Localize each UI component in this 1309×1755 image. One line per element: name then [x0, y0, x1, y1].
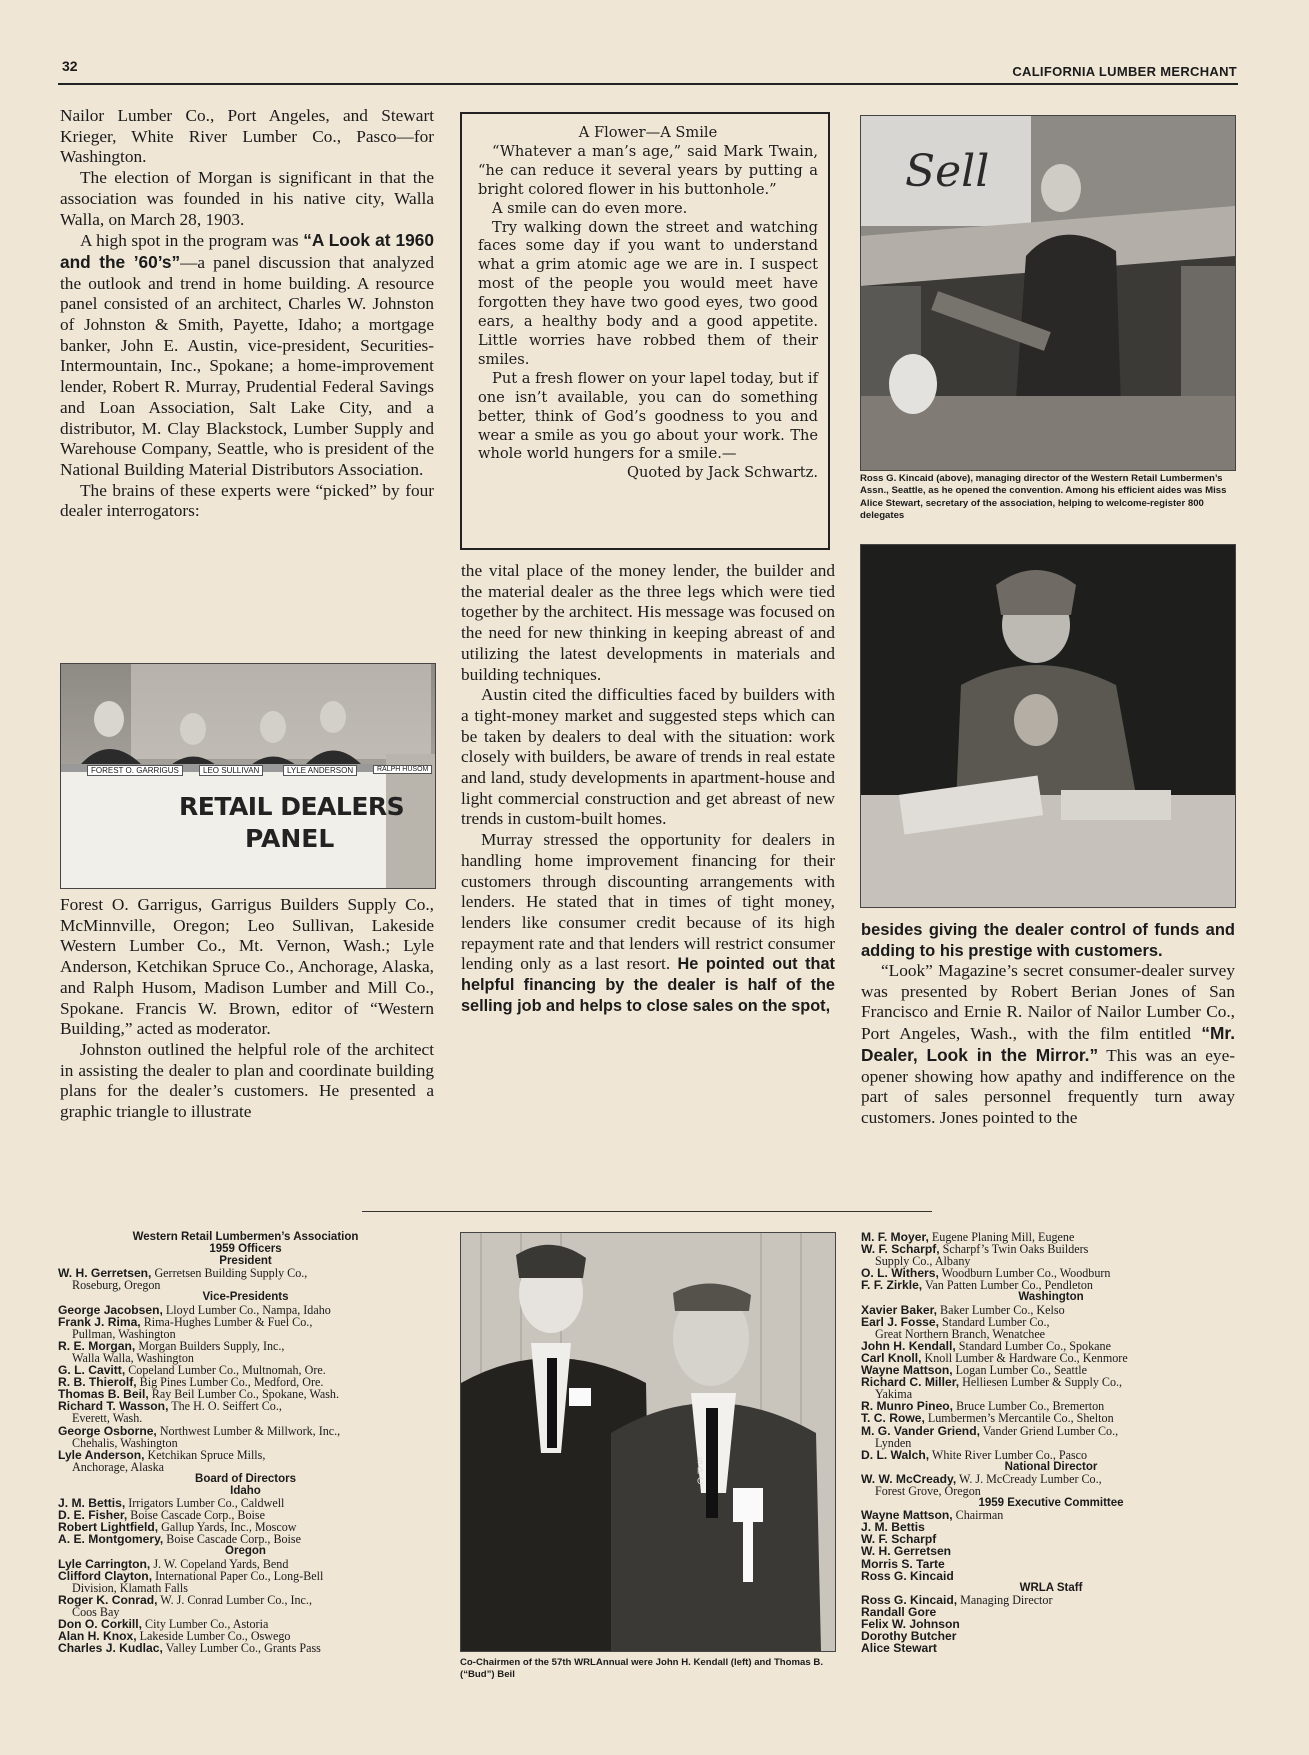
list-item-continuation: Pullman, Washington	[72, 1326, 176, 1341]
list-item-continuation: Division, Klamath Falls	[72, 1580, 188, 1595]
list-heading: 1959 Officers	[209, 1243, 282, 1256]
member-name: F. F. Zirkle,	[861, 1278, 923, 1293]
column-1-lower	[60, 895, 434, 1123]
co-chairmen-photo	[460, 1232, 836, 1652]
member-company: Valley Lumber Co., Grants Pass	[165, 1641, 321, 1656]
text: A high spot in the program was	[80, 231, 299, 251]
member-name: Randall Gore	[861, 1604, 937, 1619]
list-item	[861, 1376, 1241, 1388]
member-company: Gerretsen Building Supply Co.,	[154, 1266, 308, 1281]
list-heading: Idaho	[230, 1484, 261, 1497]
member-company: W. J. Conrad Lumber Co., Inc.,	[160, 1592, 312, 1607]
paragraph: The election of Morgan is significant in that the association was founded in his native city, Walla Walla, on March 28, 1903.	[60, 168, 434, 229]
name-card: LYLE ANDERSON	[283, 765, 357, 776]
paragraph: Try walking down the street and watching faces some day if you want to understand what a grim atomic age we are in. I suspect most of the people you would meet have forgotten they have two good eyes, two good ears, a healthy body and a good appetite. Little worries have robbed them of their smiles.	[478, 218, 818, 368]
member-company: International Paper Co., Long-Bell	[155, 1568, 324, 1583]
member-name: Don O. Corkill,	[58, 1617, 142, 1631]
member-name: Dorothy Butcher	[861, 1629, 957, 1644]
member-name: Carl Knoll,	[861, 1350, 922, 1365]
paragraph: A smile can do even more.	[492, 199, 688, 217]
list-item-continuation: Anchorage, Alaska	[72, 1459, 165, 1474]
list-item-continuation: Roseburg, Oregon	[72, 1278, 161, 1293]
co-chairmen-caption: Co-Chairmen of the 57th WRLAnnual were John H. Kendall (left) and Thomas B. (“Bud”) Beil	[460, 1657, 823, 1681]
officers-list-right	[861, 1231, 1241, 1654]
name-card: RALPH HUSOM	[373, 765, 432, 774]
flower-sidebar-box	[460, 112, 830, 550]
member-company: White River Lumber Co., Pasco	[931, 1447, 1088, 1462]
list-item-continuation: Coos Bay	[72, 1604, 120, 1619]
paragraph: “Whatever a man’s age,” said Mark Twain, “he can reduce it several years by putting a bright colored flower in his buttonhole.”	[478, 142, 818, 198]
badge-text: SPC	[697, 1456, 704, 1486]
list-heading: Oregon	[225, 1545, 266, 1558]
panel-photo-image	[61, 664, 435, 888]
list-heading: Washington	[1018, 1291, 1084, 1304]
paragraph: Forest O. Garrigus, Garrigus Builders Supply Co., McMinnville, Oregon; Leo Sullivan, Lakeside Western Lumber Co., Mt. Vernon, Wash.; Lyle Anderson, Ketchikan Spruce Co., Anchorage, Alaska, and Ralph Husom, Madison Lumber and Mill Co., Spokane. Francis W. Brown, editor of “Western Building,” acted as moderator.	[60, 895, 434, 1039]
member-company: Standard Lumber Co.,	[942, 1314, 1050, 1329]
speaker-photo	[860, 115, 1236, 471]
list-item-continuation: Great Northern Branch, Wenatchee	[875, 1326, 1046, 1341]
member-name: Lyle Carrington,	[58, 1556, 151, 1571]
member-company: Managing Director	[960, 1592, 1053, 1607]
list-item	[58, 1449, 433, 1461]
member-name: Richard C. Miller,	[861, 1375, 960, 1390]
member-name: George Jacobsen,	[58, 1302, 163, 1317]
member-name: Alan H. Knox,	[58, 1629, 137, 1644]
header-rule	[58, 83, 1238, 85]
page-number: 32	[62, 58, 78, 74]
member-name: George Osborne,	[58, 1423, 157, 1438]
paragraph: the vital place of the money lender, the builder and the material dealer as the three legs which were tied together by the architect. His message was focused on the need for new thinking in keeping abreast of and utilizing the latest developments in materials and building techniques.	[461, 561, 835, 684]
member-name: G. L. Cavitt,	[58, 1363, 126, 1378]
bold-text: He pointed out that helpful financing by the dealer is half of the selling job and helps to close sales on the spot,	[461, 955, 835, 1015]
member-company: J. W. Copeland Yards, Bend	[153, 1556, 289, 1571]
banner-text: Sell	[905, 146, 990, 197]
member-name: J. M. Bettis,	[58, 1496, 126, 1511]
list-heading: Vice-Presidents	[202, 1291, 289, 1304]
member-name: W. W. McCready,	[861, 1471, 957, 1486]
member-name: M. G. Vander Griend,	[861, 1423, 980, 1438]
member-name: Xavier Baker,	[861, 1302, 937, 1317]
paragraph: Nailor Lumber Co., Port Angeles, and Stewart Krieger, White River Lumber Co., Pasco—for Washington.	[60, 106, 434, 167]
member-name: Wayne Mattson,	[861, 1363, 953, 1378]
member-company: Irrigators Lumber Co., Caldwell	[128, 1496, 285, 1511]
member-name: D. L. Walch,	[861, 1447, 930, 1462]
member-name: W. H. Gerretsen	[861, 1544, 952, 1559]
list-item	[58, 1425, 433, 1437]
member-name: R. E. Morgan,	[58, 1338, 136, 1353]
member-company: Copeland Lumber Co., Multnomah, Ore.	[128, 1363, 326, 1378]
list-item	[58, 1533, 433, 1545]
member-name: Frank J. Rima,	[58, 1314, 141, 1329]
film-title: “Mr. Dealer, Look in the Mirror.”	[861, 1023, 1235, 1065]
member-company: Woodburn Lumber Co., Woodburn	[941, 1266, 1111, 1281]
member-company: Lakeside Lumber Co., Oswego	[139, 1629, 291, 1644]
member-name: Ross G. Kincaid,	[861, 1592, 958, 1607]
member-company: Helliesen Lumber & Supply Co.,	[962, 1375, 1123, 1390]
member-name: W. F. Scharpf,	[861, 1242, 940, 1257]
paragraph: Put a fresh flower on your lapel today, but if one isn’t available, you can do something better, think of God’s goodness to you and wear a smile as you go about your work. The whole world hungers for a smile.—	[478, 369, 818, 463]
member-name: J. M. Bettis	[861, 1520, 925, 1535]
banner-line: RETAIL DEALERS	[179, 792, 405, 821]
banner-line: PANEL	[245, 824, 335, 853]
member-name: T. C. Rowe,	[861, 1411, 925, 1426]
member-name: M. F. Moyer,	[861, 1230, 929, 1244]
list-item	[58, 1642, 433, 1654]
list-item-continuation: Lynden	[875, 1435, 912, 1450]
speaker-photo-caption: Ross G. Kincaid (above), managing director of the Western Retail Lumbermen’s Assn., Seattle, as he opened the convention. Among his efficient aides was Miss Alice Stewart, secretary of the association, helping to welcome-register 800 delegates	[860, 473, 1227, 521]
column-3	[861, 920, 1235, 1129]
text: “Look” Magazine’s secret consumer-dealer survey was presented by Robert Berian Jones of San Francisco and Ernie R. Nailor of Nailor Lumber Co., Port Angeles, Wash., with the film entitled	[861, 961, 1235, 1044]
magazine-title: CALIFORNIA LUMBER MERCHANT	[1012, 64, 1237, 79]
member-company: Bruce Lumber Co., Bremerton	[956, 1399, 1105, 1414]
box-signature: Quoted by Jack Schwartz.	[627, 464, 818, 482]
member-company: The H. O. Seiffert Co.,	[171, 1399, 282, 1414]
member-company: Knoll Lumber & Hardware Co., Kenmore	[924, 1350, 1128, 1365]
panel-photo	[60, 663, 436, 889]
member-company: Van Patten Lumber Co., Pendleton	[924, 1278, 1093, 1293]
member-name: Robert Lightfield,	[58, 1520, 159, 1535]
member-company: Lloyd Lumber Co., Nampa, Idaho	[165, 1302, 331, 1317]
text: Murray stressed the opportunity for dealers in handling home improvement financing for their customers through discounting arrangements with lenders. He stated that in times of tight money, lenders like consumer credit because of its high repayment rate and that lenders will restrict consumer lending only as a last resort.	[461, 830, 835, 974]
member-company: City Lumber Co., Astoria	[145, 1617, 269, 1631]
member-name: Thomas B. Beil,	[58, 1387, 149, 1402]
list-item-continuation: Walla Walla, Washington	[72, 1350, 194, 1365]
member-name: Ross G. Kincaid	[861, 1568, 954, 1583]
name-card: FOREST O. GARRIGUS	[87, 765, 183, 776]
member-name: D. E. Fisher,	[58, 1508, 128, 1523]
paragraph: Austin cited the difficulties faced by builders with a tight-money market and suggested steps which can be taken by dealers to deal with the situation: work closely with builders, be aware of trends in real estate and land, study developments in apartment-house and light commercial construction and get abreast of new trends in custom-built homes.	[461, 685, 835, 829]
member-name: A. E. Montgomery,	[58, 1532, 164, 1547]
list-heading: Board of Directors	[195, 1472, 296, 1485]
column-2	[461, 561, 835, 1016]
member-name: W. H. Gerretsen,	[58, 1266, 152, 1281]
member-company: Northwest Lumber & Millwork, Inc.,	[159, 1423, 341, 1438]
list-item-continuation: Forest Grove, Oregon	[875, 1483, 981, 1498]
name-card: LEO SULLIVAN	[199, 765, 263, 776]
section-divider	[362, 1211, 932, 1212]
member-company: Logan Lumber Co., Seattle	[955, 1363, 1087, 1378]
member-company: Ray Beil Lumber Co., Spokane, Wash.	[151, 1387, 340, 1402]
list-heading: 1959 Executive Committee	[978, 1497, 1124, 1510]
list-heading: National Director	[1004, 1460, 1098, 1473]
panel-title: “A Look at 1960 and the ’60’s”	[60, 230, 434, 272]
member-company: Scharpf’s Twin Oaks Builders	[942, 1242, 1089, 1257]
list-item-continuation: Yakima	[875, 1387, 913, 1402]
registration-photo-image	[861, 545, 1235, 907]
list-heading: WRLA Staff	[1019, 1581, 1083, 1594]
box-title: A Flower—A Smile	[578, 124, 718, 141]
list-item-continuation: Supply Co., Albany	[875, 1254, 971, 1269]
member-name: R. Munro Pineo,	[861, 1399, 954, 1414]
member-name: R. B. Thierolf,	[58, 1375, 137, 1390]
member-company: Big Pines Lumber Co., Medford, Ore.	[139, 1375, 324, 1390]
member-company: W. J. McCready Lumber Co.,	[959, 1471, 1102, 1486]
text: This was an eye-opener showing how apathy and indifference on the part of sales personnel frequently turn away customers. Jones pointed to the	[861, 1045, 1235, 1127]
member-company: Ketchikan Spruce Mills,	[147, 1447, 266, 1462]
list-item	[861, 1449, 1241, 1461]
member-name: Richard T. Wasson,	[58, 1399, 169, 1414]
list-heading: President	[219, 1255, 272, 1268]
member-company: Eugene Planing Mill, Eugene	[931, 1230, 1075, 1244]
bold-text: besides giving the dealer control of funds and adding to his prestige with customers.	[861, 921, 1235, 960]
member-company: Baker Lumber Co., Kelso	[940, 1302, 1065, 1317]
member-name: O. L. Withers,	[861, 1266, 939, 1281]
column-1-upper	[60, 106, 434, 522]
paragraph	[861, 961, 1235, 1129]
member-name: Wayne Mattson,	[861, 1508, 953, 1523]
paragraph: The brains of these experts were “picked” by four dealer interrogators:	[60, 480, 434, 521]
member-name: Felix W. Johnson	[861, 1617, 960, 1631]
paragraph	[461, 830, 835, 1016]
member-name: Lyle Anderson,	[58, 1447, 145, 1462]
list-item	[58, 1316, 433, 1328]
member-name: John H. Kendall,	[861, 1338, 956, 1353]
list-item-continuation: Everett, Wash.	[72, 1411, 143, 1426]
member-name: Clifford Clayton,	[58, 1568, 153, 1583]
member-name: Alice Stewart	[861, 1641, 937, 1656]
member-company: Standard Lumber Co., Spokane	[958, 1338, 1111, 1353]
list-item	[861, 1425, 1241, 1437]
officers-list-left	[58, 1231, 433, 1654]
member-name: Earl J. Fosse,	[861, 1314, 939, 1329]
member-company: Boise Cascade Corp., Boise	[166, 1532, 301, 1547]
list-item	[861, 1279, 1241, 1291]
member-company: Boise Cascade Corp., Boise	[130, 1508, 265, 1523]
member-name: Roger K. Conrad,	[58, 1592, 158, 1607]
member-name: W. F. Scharpf	[861, 1532, 937, 1547]
member-company: Morgan Builders Supply, Inc.,	[138, 1338, 285, 1353]
member-name: Charles J. Kudlac,	[58, 1641, 163, 1656]
list-item	[58, 1570, 433, 1582]
member-company: Chairman	[955, 1508, 1004, 1523]
list-item	[861, 1570, 1241, 1582]
text: —a panel discussion that analyzed the outlook and trend in home building. A resource panel consisted of an architect, Charles W. Johnston of Johnston & Smith, Payette, Idaho; a mortgage banker, John E. Austin, vice-president, Securities-Intermountain, Inc., Spokane; a home-improvement lender, Robert R. Murray, Prudential Federal Savings and Loan Association, Salt Lake City, and a distributor, M. Clay Blackstock, Lumber Supply and Warehouse Company, Seattle, who is president of the National Building Material Distributors Association.	[60, 252, 434, 479]
member-company: Vander Griend Lumber Co.,	[982, 1423, 1119, 1438]
member-company: Lumbermen’s Mercantile Co., Shelton	[927, 1411, 1114, 1426]
member-name: Morris S. Tarte	[861, 1556, 945, 1571]
paragraph: Johnston outlined the helpful role of the architect in assisting the dealer to plan and coordinate building plans for the dealer’s customers. He presented a graphic triangle to illustrate	[60, 1039, 434, 1122]
member-company: Rima-Hughes Lumber & Fuel Co.,	[143, 1314, 313, 1329]
list-item-continuation: Chehalis, Washington	[72, 1435, 178, 1450]
list-item	[861, 1316, 1241, 1328]
registration-photo	[860, 544, 1236, 908]
paragraph	[60, 230, 434, 480]
list-item	[861, 1642, 1241, 1654]
member-company: Gallup Yards, Inc., Moscow	[161, 1520, 297, 1535]
co-chairmen-photo-image	[461, 1233, 835, 1651]
list-heading: Western Retail Lumbermen’s Association	[132, 1231, 359, 1243]
